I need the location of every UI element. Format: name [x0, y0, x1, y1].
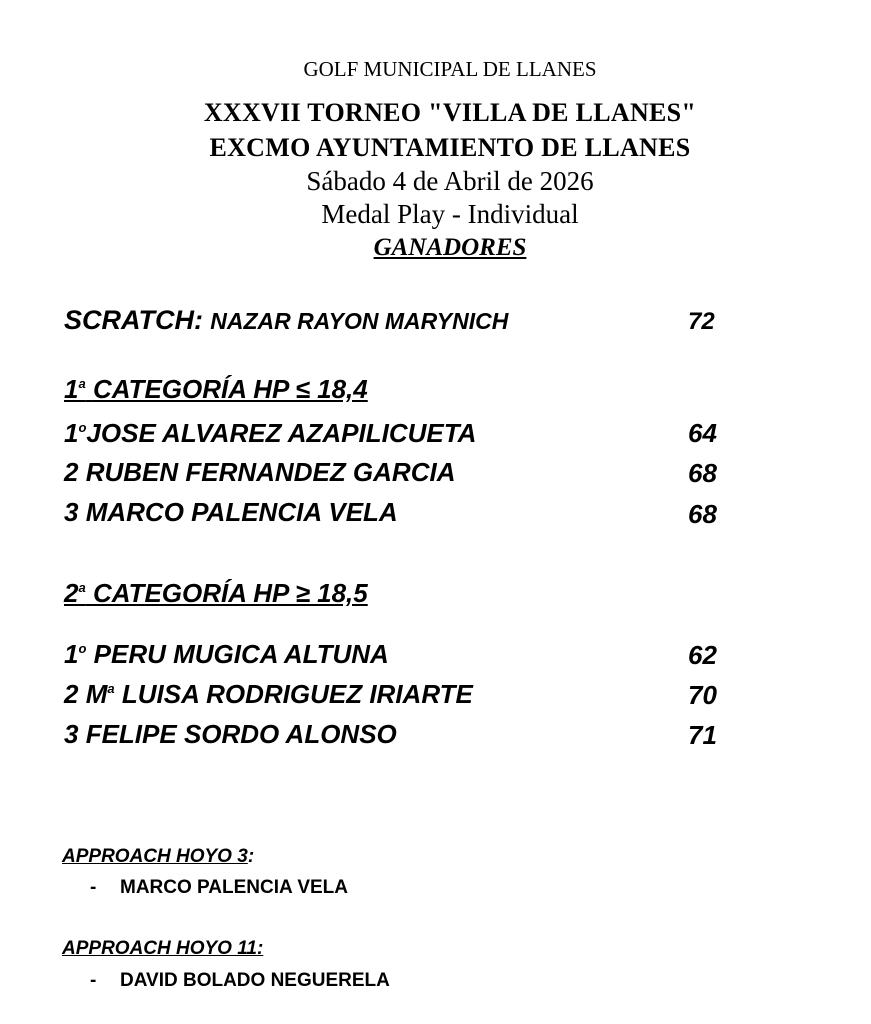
result-player-name: RUBEN FERNANDEZ GARCIA — [85, 457, 456, 487]
result-player-name: MARCO PALENCIA VELA — [85, 497, 398, 527]
approach-3-label: APPROACH HOYO 3 — [62, 846, 248, 867]
category-1-heading — [64, 374, 368, 405]
category-1-number: 1 — [64, 374, 79, 404]
result-player-name: FELIPE SORDO ALONSO — [85, 719, 397, 749]
approach-3-colon: : — [247, 846, 255, 867]
category-2-text: CATEGORÍA HP ≥ 18,5 — [92, 578, 368, 608]
result-name-ordinal: a — [107, 681, 115, 696]
result-position: 3 — [64, 719, 79, 749]
list-dash: - — [90, 877, 97, 898]
scratch-label: SCRATCH: — [64, 305, 203, 335]
approach-3-winner-row — [90, 877, 348, 899]
category-2-heading — [64, 578, 368, 609]
approach-11-label: APPROACH HOYO 11: — [62, 938, 264, 959]
result-position: 1 — [64, 639, 79, 669]
result-row — [64, 719, 397, 750]
approach-11-heading — [62, 938, 263, 960]
club-name: GOLF MUNICIPAL DE LLANES — [303, 57, 597, 81]
result-row — [64, 497, 398, 528]
result-position: 2 — [64, 457, 79, 487]
tournament-title: XXXVII TORNEO "VILLA DE LLANES" — [203, 98, 697, 127]
category-2-number: 2 — [64, 578, 79, 608]
approach-11-winner: DAVID BOLADO NEGUERELA — [120, 970, 390, 991]
result-score: 68 — [688, 458, 717, 488]
scratch-row — [64, 305, 508, 336]
category-1-text: CATEGORÍA HP ≤ 18,4 — [92, 374, 368, 404]
result-row — [64, 418, 476, 449]
result-position: 3 — [64, 497, 79, 527]
organizer-title: EXCMO AYUNTAMIENTO DE LLANES — [209, 133, 691, 162]
winners-heading: GANADORES — [373, 234, 527, 261]
result-position-ordinal: o — [78, 420, 87, 435]
result-player-name-rest: LUISA RODRIGUEZ IRIARTE — [121, 679, 473, 709]
result-position: 1 — [64, 418, 79, 448]
result-player-name: M — [85, 679, 108, 709]
event-format: Medal Play - Individual — [321, 199, 579, 229]
result-score: 70 — [688, 680, 717, 710]
result-position-ordinal: o — [78, 641, 87, 656]
result-player-name: JOSE ALVAREZ AZAPILICUETA — [86, 418, 477, 448]
result-row — [64, 639, 389, 670]
result-row — [64, 457, 455, 488]
approach-11-winner-row — [90, 970, 390, 992]
approach-3-winner: MARCO PALENCIA VELA — [120, 877, 348, 898]
result-score: 68 — [688, 499, 717, 529]
approach-3-heading — [62, 846, 254, 868]
result-score: 62 — [688, 640, 717, 670]
result-score: 64 — [688, 418, 717, 448]
list-dash: - — [90, 970, 97, 991]
result-player-name: PERU MUGICA ALTUNA — [93, 639, 389, 669]
category-1-ordinal: a — [78, 376, 86, 391]
category-2-ordinal: a — [78, 580, 86, 595]
event-date: Sábado 4 de Abril de 2026 — [306, 166, 594, 196]
scratch-score: 72 — [688, 308, 715, 335]
result-score: 71 — [688, 720, 717, 750]
result-position: 2 — [64, 679, 79, 709]
result-row — [64, 679, 473, 710]
scratch-winner-name: NAZAR RAYON MARYNICH — [210, 308, 509, 334]
